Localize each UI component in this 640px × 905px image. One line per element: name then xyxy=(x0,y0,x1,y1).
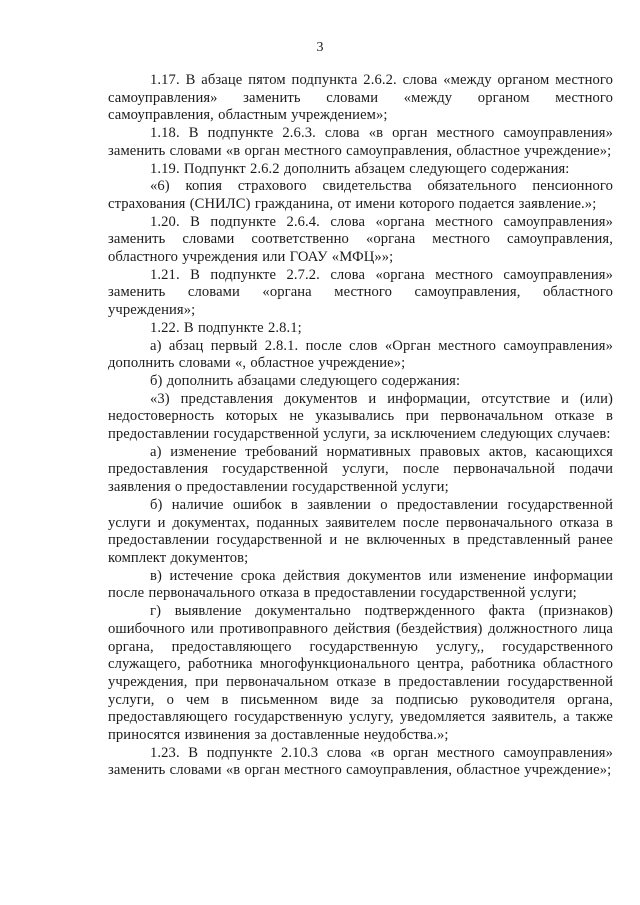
paragraph-item-3-g: г) выявление документально подтвержденного факта (признаков) ошибочного или противоправного действия (бездействия) должностного лица органа, предоставляющего государственную услугу,, государственного служащего, работника многофункционального центра, работника областного учреждения, при первоначальном отказе в предоставлении государственной услуги, о чем в письменном виде за подписью руководителя органа, предоставляющего государственную услугу, уведомляется заявитель, а также приносятся извинения за доставленные неудобства.»; xyxy=(108,603,613,744)
paragraph-1-19-item-6: «6) копия страхового свидетельства обязательного пенсионного страхования (СНИЛС) гражданина, от имени которого подается заявление.»; xyxy=(108,178,613,212)
paragraph-1-17: 1.17. В абзаце пятом подпункта 2.6.2. слова «между органом местного самоуправления» заменить словами «между органом местного самоуправления, областным учреждением»; xyxy=(108,72,613,124)
document-body xyxy=(108,72,613,780)
paragraph-item-3-a: а) изменение требований нормативных правовых актов, касающихся предоставления государственной услуги, после первоначальной подачи заявления о предоставлении государственной услуги; xyxy=(108,443,613,496)
paragraph-1-20: 1.20. В подпункте 2.6.4. слова «органа местного самоуправления» заменить словами соответственно «органа местного самоуправления, областного учреждения или ГОАУ «МФЦ»»; xyxy=(108,213,613,266)
paragraph-1-19: 1.19. Подпункт 2.6.2 дополнить абзацем следующего содержания: xyxy=(150,160,570,177)
paragraph-1-22-a: а) абзац первый 2.8.1. после слов «Орган местного самоуправления» дополнить словами «, областное учреждение»; xyxy=(108,337,613,372)
paragraph-1-23: 1.23. В подпункте 2.10.3 слова «в орган местного самоуправления» заменить словами «в орган местного самоуправления, областное учреждение»; xyxy=(108,744,613,779)
paragraph-item-3: «3) представления документов и информации, отсутствие и (или) недостоверность которых не указывались при первоначальном отказе в предоставлении государственной услуги, за исключением следующих случаев: xyxy=(108,390,613,443)
page-number: 3 xyxy=(316,40,324,55)
paragraph-1-21: 1.21. В подпункте 2.7.2. слова «органа местного самоуправления» заменить словами «органа местного самоуправления, областного учреждения»; xyxy=(108,266,613,319)
paragraph-item-3-v: в) истечение срока действия документов или изменение информации после первоначального отказа в предоставлении государственной услуги; xyxy=(108,567,613,602)
paragraph-item-3-b: б) наличие ошибок в заявлении о предоставлении государственной услуги и документах, поданных заявителем после первоначального отказа в предоставлении государственной и не включенных в представленный ранее комплект документов; xyxy=(108,496,613,566)
paragraph-1-18: 1.18. В подпункте 2.6.3. слова «в орган местного самоуправления» заменить словами «в орган местного самоуправления, областное учреждение»; xyxy=(108,125,613,159)
paragraph-1-22-b: б) дополнить абзацами следующего содержания: xyxy=(150,372,461,389)
paragraph-1-22: 1.22. В подпункте 2.8.1; xyxy=(150,319,302,336)
